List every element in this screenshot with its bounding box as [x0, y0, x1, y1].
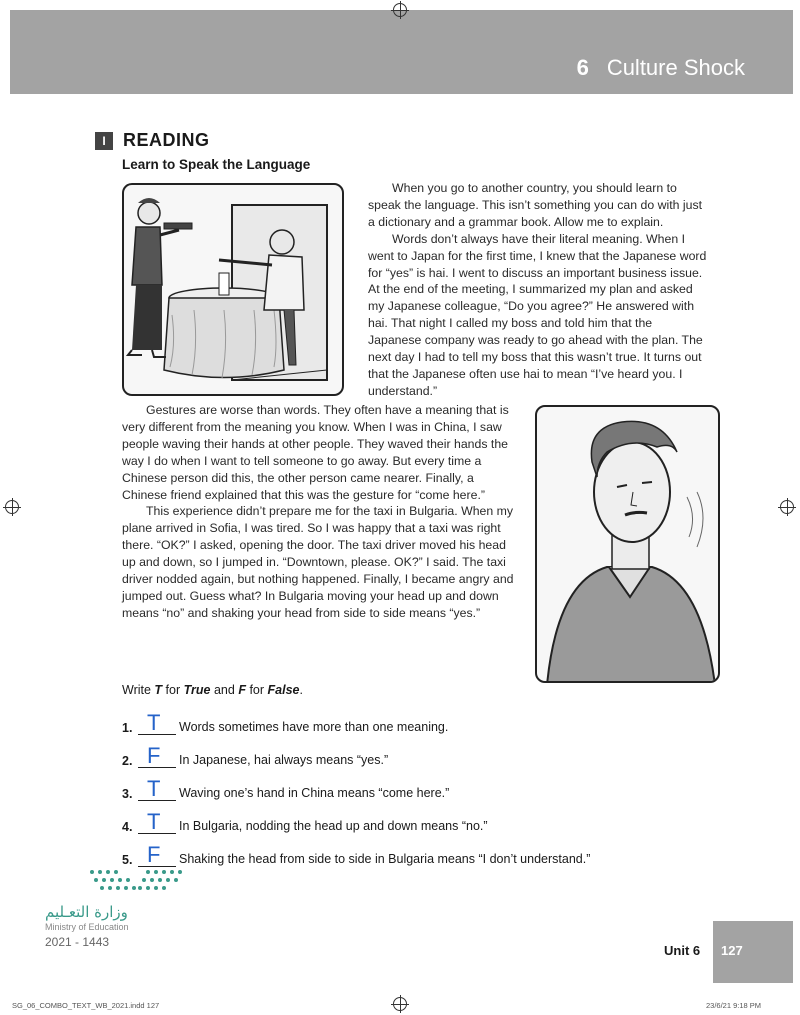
question-number: 4. — [122, 820, 133, 834]
registration-mark-icon — [5, 500, 19, 514]
chapter-number: 6 — [576, 55, 589, 80]
question-number: 1. — [122, 721, 133, 735]
section-title: READING — [123, 130, 210, 150]
passage-paragraph: Words don’t always have their literal meaning. When I went to Japan for the first time, I knew that the Japanese word for “yes” is hai. I went to discuss an important business issue. At the end of the meeting, I summarized my plan and asked my Japanese colleague, “Do you agree?” He answered with hai. That night I called my boss and told him that the Japanese company was ready to go ahead with the plan. The next day I had to tell my boss that this wasn’t true. It turns out that the Japanese often use hai to mean “I’ve heard you. I understand.” — [368, 231, 707, 398]
answer-blank[interactable] — [138, 842, 176, 867]
registration-mark-icon — [393, 3, 407, 17]
exercise-instructions: Write T for True and F for False. — [122, 683, 303, 697]
page-number: 127 — [721, 943, 743, 958]
answer-value: T — [147, 776, 161, 801]
unit-label: Unit 6 — [664, 943, 701, 958]
answer-value: F — [147, 743, 161, 768]
question-number: 3. — [122, 787, 133, 801]
passage-title: Learn to Speak the Language — [122, 157, 311, 172]
question-item — [122, 710, 449, 735]
passage-paragraph: Gestures are worse than words. They often have a meaning that is very different from the meaning you know. When I was in China, I saw people waving their hands at other people. They waved their hands the way I do when I want to tell someone to go away. But every time a Chinese person did this, the other person came nearer. Finally, a Chinese friend explained that this was the gesture for “come here.” — [122, 403, 509, 502]
passage-paragraph: When you go to another country, you should learn to speak the language. This isn’t something you can do with just a dictionary and a grammar book. Allow me to explain. — [368, 181, 703, 229]
question-text: In Japanese, hai always means “yes.” — [179, 753, 389, 767]
ministry-logo-icon — [88, 866, 184, 894]
question-text: Words sometimes have more than one meaning. — [179, 720, 449, 734]
question-number: 2. — [122, 754, 133, 768]
file-slug: SG_06_COMBO_TEXT_WB_2021.indd 127 — [12, 1001, 160, 1010]
print-date: 23/6/21 9:18 PM — [706, 1001, 762, 1010]
question-item — [122, 776, 450, 801]
answer-value: F — [147, 842, 161, 867]
answer-blank[interactable] — [138, 743, 176, 768]
man-illustration — [535, 405, 720, 683]
section-heading — [95, 130, 210, 151]
ministry-name-english: Ministry of Education — [45, 922, 129, 932]
ministry-name-arabic: وزارة التعـليم — [45, 903, 128, 921]
question-text: Shaking the head from side to side in Bulgaria means “I don’t understand.” — [179, 852, 591, 866]
passage-right-column — [368, 180, 708, 400]
page-number-box — [713, 921, 793, 983]
restaurant-illustration — [122, 183, 344, 396]
question-item — [122, 842, 591, 867]
chapter-title: Culture Shock — [606, 55, 745, 80]
header-bar — [10, 10, 793, 94]
question-text: In Bulgaria, nodding the head up and down means “no.” — [179, 819, 488, 833]
answer-blank[interactable] — [138, 776, 176, 801]
question-item — [122, 743, 389, 768]
passage-left-column — [122, 402, 522, 622]
answer-value: T — [147, 710, 161, 735]
question-number: 5. — [122, 853, 133, 867]
registration-mark-icon — [780, 500, 794, 514]
registration-mark-icon — [393, 997, 407, 1011]
answer-blank[interactable] — [138, 809, 176, 834]
section-number: I — [95, 132, 113, 150]
chapter-heading — [577, 55, 745, 81]
answer-blank[interactable] — [138, 710, 176, 735]
edition-year: 2021 - 1443 — [45, 935, 110, 949]
question-item — [122, 809, 488, 834]
answer-value: T — [147, 809, 161, 834]
passage-paragraph: This experience didn’t prepare me for the taxi in Bulgaria. When my plane arrived in Sofia, I was tired. So I was happy that a taxi was right there. “OK?” I asked, opening the door. The taxi driver moved his head up and down, so I jumped in. “Downtown, please. OK?” I said. The taxi driver nodded again, but nothing happened. Finally, I became angry and jumped out. Guess what? In Bulgaria moving your head up and down means “no” and shaking your head from side to side means “yes.” — [122, 504, 514, 620]
question-text: Waving one’s hand in China means “come here.” — [179, 786, 450, 800]
